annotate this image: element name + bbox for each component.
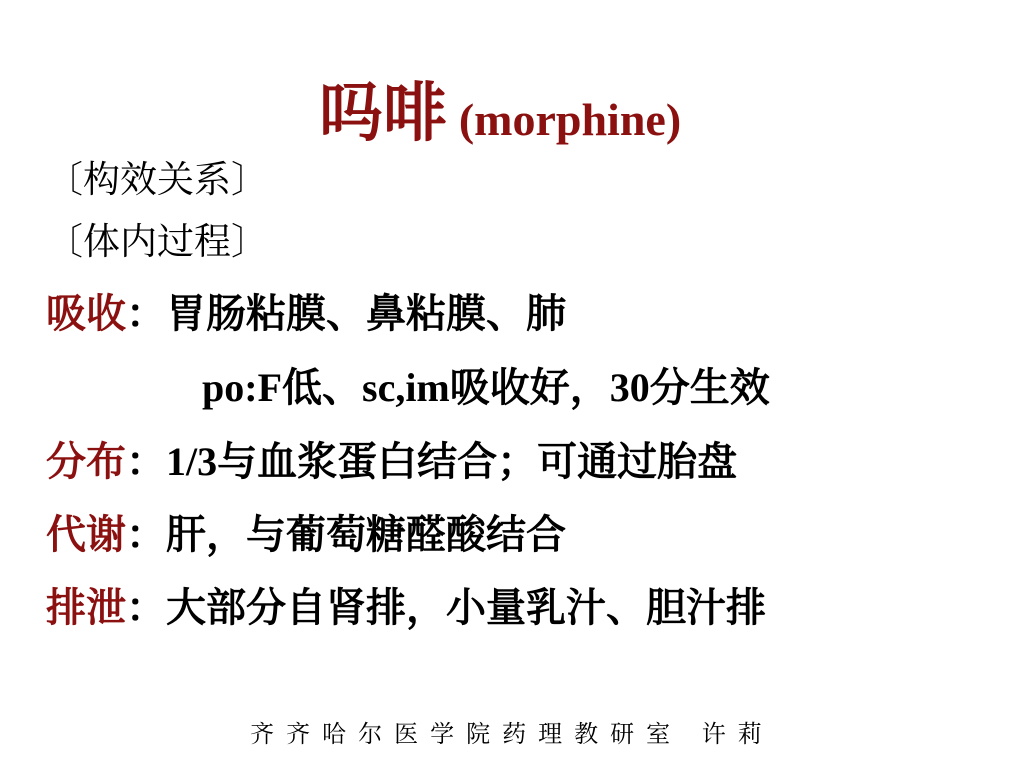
row-metabolism (46, 510, 566, 560)
metabolism-separator: ： (126, 511, 166, 558)
absorption-note-po: po:F (202, 365, 282, 410)
absorption-separator: ： (126, 290, 166, 337)
absorption-note-minutes: 30 (609, 365, 650, 410)
excretion-text: 大部分自肾排，小量乳汁、胆汁排 (166, 584, 766, 631)
title-chinese: 吗啡 (318, 76, 447, 151)
distribution-separator: ： (126, 438, 166, 485)
absorption-text: 胃肠粘膜、鼻粘膜、肺 (166, 290, 566, 337)
distribution-label: 分布 (46, 438, 126, 485)
footer-credit: 齐齐哈尔医学院药理教研室 许莉 (250, 720, 774, 748)
row-absorption (46, 289, 566, 339)
absorption-note-low: 低、 (282, 364, 362, 411)
row-absorption-note (202, 363, 770, 413)
absorption-note-good: 吸收好， (449, 364, 610, 411)
distribution-fraction: 1/3 (166, 439, 218, 484)
section-structure-activity: 〔构效关系〕 (46, 158, 268, 201)
slide-title (0, 62, 1000, 154)
absorption-note-effect: 分生效 (649, 364, 770, 411)
metabolism-label: 代谢 (46, 511, 126, 558)
distribution-text: 与血浆蛋白结合；可通过胎盘 (217, 438, 738, 485)
excretion-label: 排泄 (46, 584, 126, 631)
row-distribution (46, 437, 737, 487)
absorption-note-route: sc,im (362, 365, 450, 410)
row-excretion (46, 583, 766, 633)
metabolism-text: 肝，与葡萄糖醛酸结合 (166, 511, 566, 558)
absorption-label: 吸收 (46, 290, 126, 337)
title-english: (morphine) (458, 94, 682, 145)
excretion-separator: ： (126, 584, 166, 631)
section-in-vivo-process: 〔体内过程〕 (46, 220, 268, 263)
